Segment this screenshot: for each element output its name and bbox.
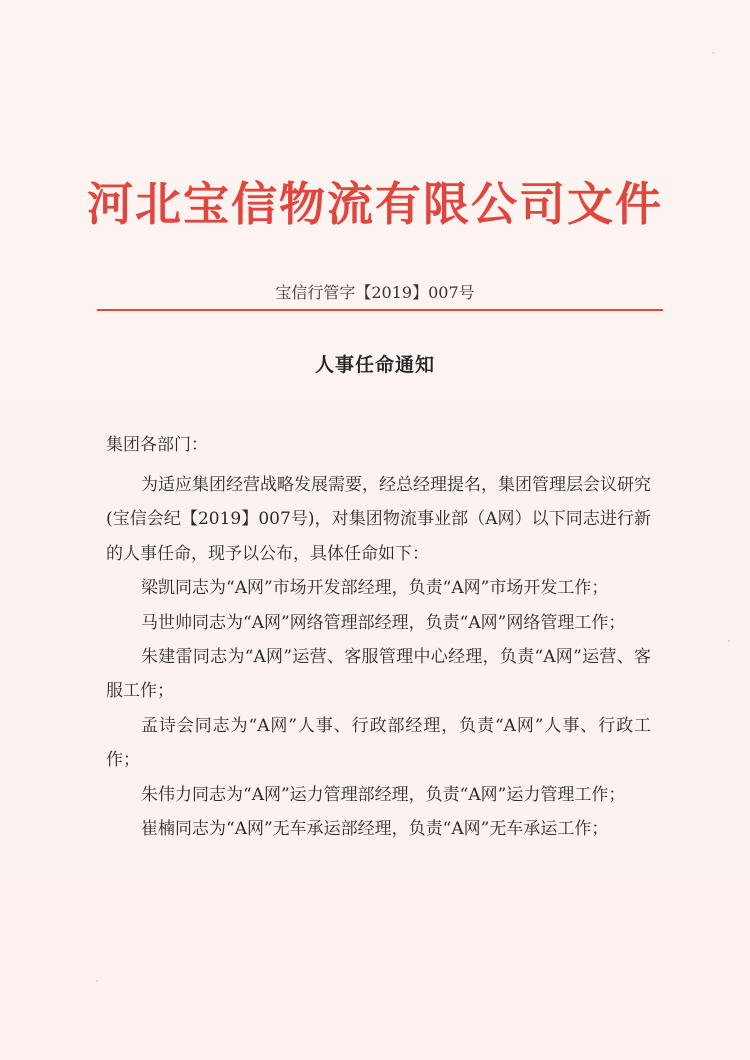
notice-body [106,468,651,846]
scan-speck [712,52,714,54]
appointment-paragraph: 梁凯同志为“A网”市场开发部经理，负责“A网”市场开发工作； [141,578,609,599]
document-header-title: 河北宝信物流有限公司文件 [87,177,663,231]
scan-speck [96,980,98,982]
salutation: 集团各部门： [106,435,208,455]
appointment-paragraph: 崔楠同志为“A网”无车承运部经理，负责“A网”无车承运工作； [141,819,609,840]
appointment-paragraph: 马世帅同志为“A网”网络管理部经理，负责“A网”网络管理工作； [141,612,626,633]
body-paragraph-intro: 为适应集团经营战略发展需要，经总经理提名，集团管理层会议研究(宝信会纪【2019】007号)，对集团物流事业部（A网）以下同志进行新的人事任命，现予以公布，具体任命如下： [106,475,651,564]
appointment-paragraph: 孟诗会同志为“A网”人事、行政部经理，负责“A网”人事、行政工作； [106,715,651,771]
notice-title: 人事任命通知 [314,354,435,376]
document-number: 宝信行管字【2019】007号 [275,283,475,302]
scan-speck [728,640,730,642]
appointment-paragraph: 朱伟力同志为“A网”运力管理部经理，负责“A网”运力管理工作； [141,784,626,805]
red-divider-line [97,309,663,311]
appointment-paragraph: 朱建雷同志为“A网”运营、客服管理中心经理，负责“A网”运营、客服工作； [106,647,651,702]
